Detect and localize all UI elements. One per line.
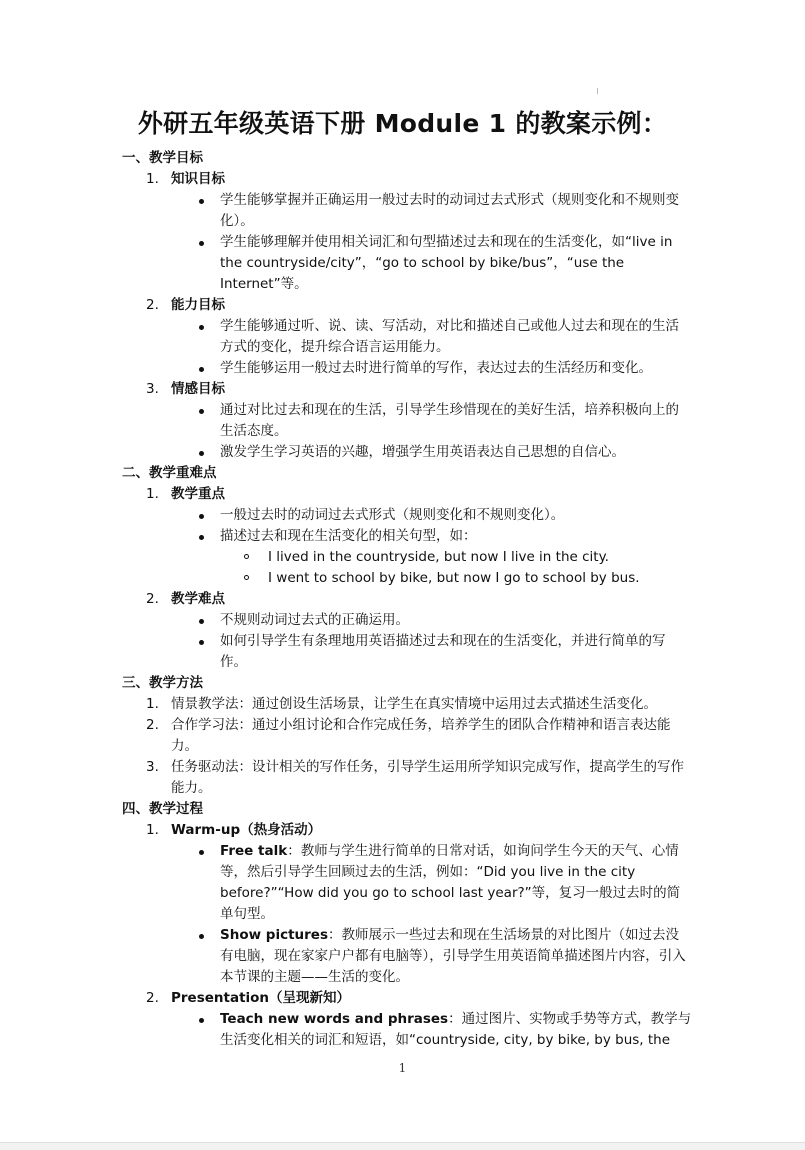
item-number: 1. [146, 171, 159, 187]
item-title: 情感目标 [171, 381, 225, 397]
bullet-item: 学生能够理解并使用相关词汇和句型描述过去和现在的生活变化，如“live in the countryside/city”，“go to school by bike/bus”，“use the Internet”等。 [122, 232, 692, 295]
bullet-item: 通过对比过去和现在的生活，引导学生珍惜现在的美好生活，培养积极向上的生活态度。 [122, 400, 692, 442]
bullet-dot-icon [199, 199, 204, 204]
bullet-item: 学生能够掌握并正确运用一般过去时的动词过去式形式（规则变化和不规则变化）。 [122, 190, 692, 232]
bullet-item: 不规则动词过去式的正确运用。 [122, 610, 692, 631]
bullet-item: 激发学生学习英语的兴趣，增强学生用英语表达自己思想的自信心。 [122, 442, 692, 463]
numbered-item [122, 988, 692, 1009]
item-number: 3. [146, 759, 159, 775]
section-heading-process: 四、教学过程 [122, 801, 203, 817]
numbered-item [122, 820, 692, 841]
bullet-item: Teach new words and phrases：通过图片、实物或手势等方式，教学与生活变化相关的词汇和短语，如“countryside, city, by bike, by bus, the [122, 1009, 692, 1051]
item-number: 2. [146, 990, 159, 1006]
document-title: 外研五年级英语下册 Module 1 的教案示例： [137, 109, 668, 138]
bullet-item: 学生能够通过听、说、读、写活动，对比和描述自己或他人过去和现在的生活方式的变化，提升综合语言运用能力。 [122, 316, 692, 358]
bullet-dot-icon [199, 241, 204, 246]
item-title: 教学重点 [171, 486, 225, 502]
numbered-item [122, 169, 692, 190]
item-number: 2. [146, 717, 159, 733]
item-number: 2. [146, 591, 159, 607]
document-body [122, 148, 692, 1051]
item-text: 合作学习法：通过小组讨论和合作完成任务，培养学生的团队合作精神和语言表达能力。 [171, 717, 671, 754]
item-text: 情景教学法：通过创设生活场景，让学生在真实情境中运用过去式描述生活变化。 [171, 696, 657, 712]
numbered-item [122, 484, 692, 505]
bullet-item: Free talk：教师与学生进行简单的日常对话，如询问学生今天的天气、心情等，然后引导学生回顾过去的生活，例如：“Did you live in the city before?”“How did you go to school last year?”等，复习一般过去时的简单句型。 [122, 841, 692, 925]
item-number: 1. [146, 486, 159, 502]
item-title: 教学难点 [171, 591, 225, 607]
bullet-dot-icon [199, 367, 204, 372]
numbered-item [122, 757, 692, 799]
numbered-item [122, 694, 692, 715]
bullet-item: 学生能够运用一般过去时进行简单的写作，表达过去的生活经历和变化。 [122, 358, 692, 379]
bullet-circle-icon [244, 575, 249, 580]
numbered-item [122, 295, 692, 316]
item-title: Presentation（呈现新知） [171, 990, 351, 1006]
page-number: 1 [398, 1061, 407, 1075]
bullet-dot-icon [199, 640, 204, 645]
item-number: 1. [146, 696, 159, 712]
bullet-dot-icon [199, 325, 204, 330]
section-heading-methods: 三、教学方法 [122, 675, 203, 691]
bullet-dot-icon [199, 535, 204, 540]
bullet-item: 一般过去时的动词过去式形式（规则变化和不规则变化）。 [122, 505, 692, 526]
bullet-dot-icon [199, 451, 204, 456]
bullet-item: Show pictures：教师展示一些过去和现在生活场景的对比图片（如过去没有电脑，现在家家户户都有电脑等），引导学生用英语简单描述图片内容，引入本节课的主题——生活的变化。 [122, 925, 692, 988]
sub-bullet-item: I went to school by bike, but now I go to school by bus. [122, 568, 692, 589]
bullet-dot-icon [199, 409, 204, 414]
bullet-dot-icon [199, 934, 204, 939]
bullet-dot-icon [199, 1018, 204, 1023]
item-text: 任务驱动法：设计相关的写作任务，引导学生运用所学知识完成写作，提高学生的写作能力。 [171, 759, 684, 796]
numbered-item [122, 589, 692, 610]
page-corner-mark [597, 88, 598, 94]
bullet-dot-icon [199, 850, 204, 855]
bullet-circle-icon [244, 554, 249, 559]
sub-bullet-item: I lived in the countryside, but now I live in the city. [122, 547, 692, 568]
numbered-item [122, 715, 692, 757]
numbered-item [122, 379, 692, 400]
section-heading-objectives: 一、教学目标 [122, 150, 203, 166]
bullet-item: 描述过去和现在生活变化的相关句型，如： [122, 526, 692, 547]
item-title: 能力目标 [171, 297, 225, 313]
item-number: 3. [146, 381, 159, 397]
item-title: Warm-up（热身活动） [171, 822, 322, 838]
item-number: 1. [146, 822, 159, 838]
bullet-dot-icon [199, 514, 204, 519]
section-heading-key-points: 二、教学重难点 [122, 465, 217, 481]
bullet-item: 如何引导学生有条理地用英语描述过去和现在的生活变化，并进行简单的写作。 [122, 631, 692, 673]
bullet-dot-icon [199, 619, 204, 624]
item-number: 2. [146, 297, 159, 313]
item-title: 知识目标 [171, 171, 225, 187]
